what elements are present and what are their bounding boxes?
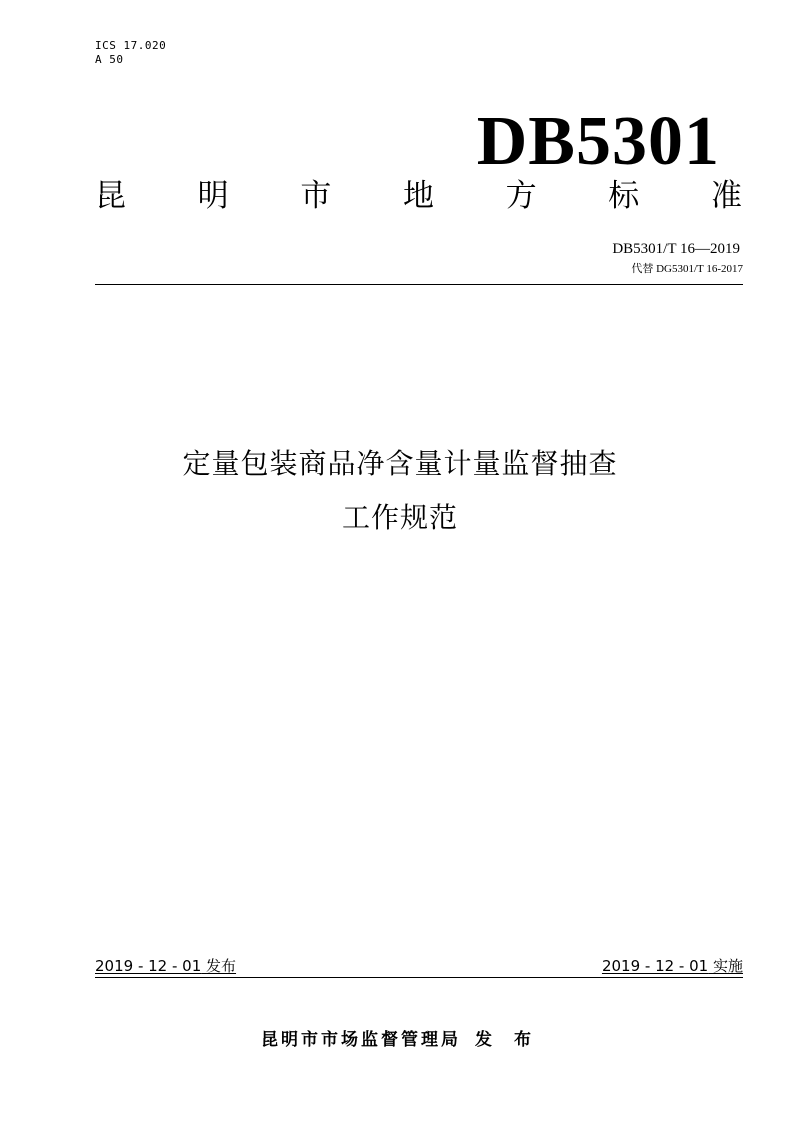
- ccs-code: A 50: [95, 53, 124, 66]
- publisher-block: [0, 1029, 800, 1051]
- standard-number: DB5301/T 16—2019: [612, 241, 740, 257]
- replaces-standard: 代替 DG5301/T 16-2017: [631, 263, 743, 275]
- header-divider: [95, 284, 743, 285]
- footer-divider: [95, 977, 743, 978]
- standard-code-large: DB5301: [476, 103, 720, 180]
- standard-type-char: 地: [402, 178, 434, 214]
- issue-date: 2019 - 12 - 01: [95, 957, 202, 975]
- implement-date: 2019 - 12 - 01: [601, 957, 709, 975]
- standard-type-char: 昆: [95, 178, 126, 214]
- issue-label: 发布: [206, 957, 237, 975]
- standard-type-char: 明: [197, 178, 229, 214]
- ics-code: ICS 17.020: [95, 39, 167, 52]
- issue-date-block: [95, 957, 236, 975]
- publisher-name: 昆明市市场监督管理局: [261, 1030, 462, 1050]
- document-title-line-2: 工作规范: [341, 501, 458, 534]
- document-title-line-1: 定量包装商品净含量计量监督抽查: [182, 447, 618, 480]
- standard-type-char: 准: [710, 178, 742, 214]
- publisher-verb: 发 布: [475, 1030, 539, 1050]
- standard-type-char: 市: [300, 178, 332, 214]
- implement-label: 实施: [712, 957, 743, 975]
- classification-codes: [95, 39, 166, 67]
- standard-type-char: 标: [608, 178, 640, 214]
- standard-type-heading: [95, 176, 742, 216]
- implement-date-block: [602, 957, 743, 975]
- standard-type-char: 方: [505, 178, 537, 214]
